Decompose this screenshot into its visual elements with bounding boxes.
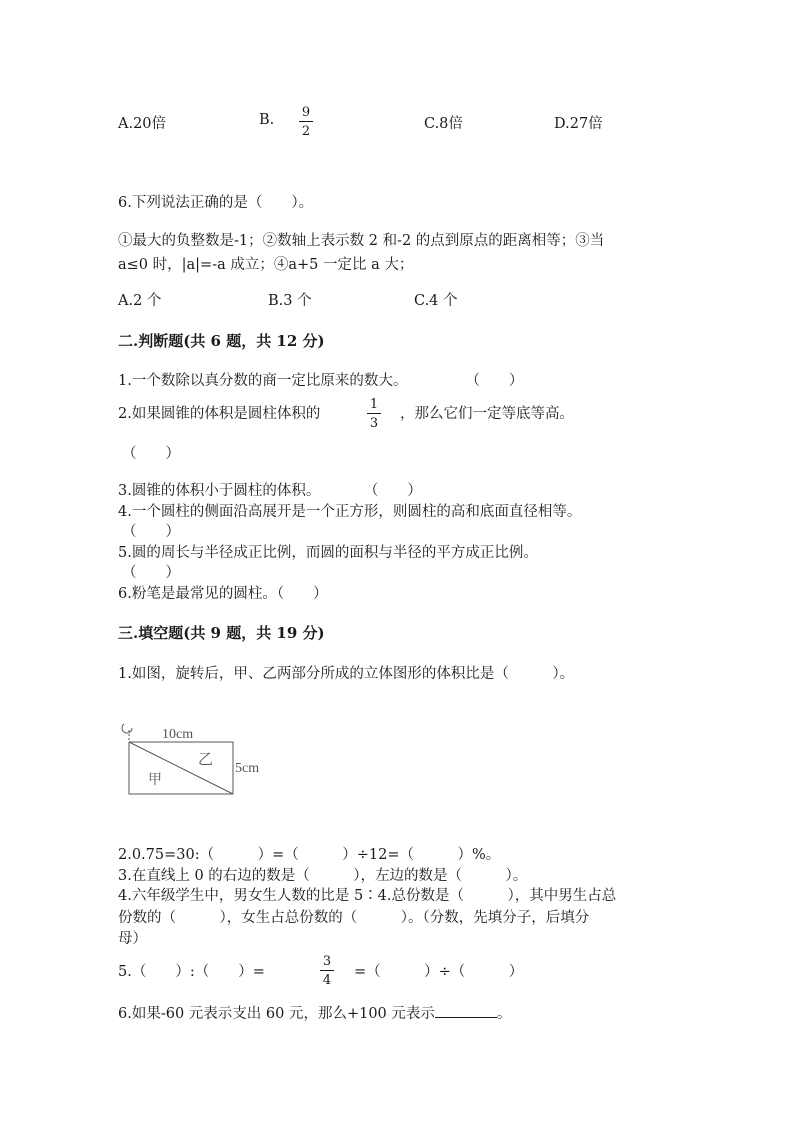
fraction-numerator: 3 xyxy=(322,954,332,969)
figure-region-b: 乙 xyxy=(198,750,214,768)
rotation-figure xyxy=(112,712,282,802)
question-6-option-b: B.3 个 xyxy=(268,293,312,309)
option-d: D.27倍 xyxy=(554,116,603,132)
option-b: B. xyxy=(259,112,275,128)
fill-question-4-line2: 份数的（ ），女生占总份数的（ ）。（分数，先填分子，后填分 xyxy=(118,910,590,926)
judge-question-6: 6.粉笔是最常见的圆柱。（ ） xyxy=(118,586,328,602)
judge-question-2-rest: ，那么它们一定等底等高。 xyxy=(400,406,574,422)
option-a: A.20倍 xyxy=(118,116,167,132)
question-6-line1: ①最大的负整数是-1；②数轴上表示数 2 和-2 的点到原点的距离相等；③当 xyxy=(118,233,605,249)
fill-question-2: 2.0.75=30:（ ）=（ ）÷12=（ ）%。 xyxy=(118,847,501,863)
fraction-denominator: 4 xyxy=(322,973,332,988)
judge-question-3: 3.圆锥的体积小于圆柱的体积。 （ ） xyxy=(118,483,422,499)
fraction-denominator: 3 xyxy=(369,416,379,431)
judge-question-2: 2.如果圆锥的体积是圆柱体积的 xyxy=(118,406,321,422)
judge-question-4-paren: （ ） xyxy=(122,524,180,540)
fill-question-5-fraction xyxy=(318,955,336,987)
fill-question-1: 1.如图，旋转后，甲、乙两部分所成的立体图形的体积比是（ ）。 xyxy=(118,666,575,682)
fill-question-5-rest: =（ ）÷（ ） xyxy=(354,964,524,980)
section-3-title: 三.填空题(共 9 题，共 19 分) xyxy=(118,624,325,642)
question-6-stem: 6.下列说法正确的是（ ）。 xyxy=(118,195,314,211)
judge-question-5: 5.圆的周长与半径成正比例，而圆的面积与半径的平方成正比例。 xyxy=(118,545,538,561)
option-c: C.8倍 xyxy=(424,116,463,132)
rotation-arrow-icon xyxy=(122,724,132,733)
judge-question-5-paren: （ ） xyxy=(122,565,180,581)
fraction-denominator: 2 xyxy=(301,124,311,139)
fill-question-6-end: 。 xyxy=(496,1006,512,1022)
answer-blank[interactable] xyxy=(435,1005,497,1018)
fill-question-3: 3.在直线上 0 的右边的数是（ ），左边的数是（ ）。 xyxy=(118,868,528,884)
question-6-option-a: A.2 个 xyxy=(118,293,162,309)
fill-question-5: 5.（ ）:（ ）= xyxy=(118,964,265,980)
fill-question-6-text: 6.如果-60 元表示支出 60 元，那么+100 元表示 xyxy=(118,1006,435,1022)
question-6-line2: a≤0 时，|a|=-a 成立；④a+5 一定比 a 大； xyxy=(118,257,414,273)
fill-question-6 xyxy=(118,1002,511,1023)
judge-question-4: 4.一个圆柱的侧面沿高展开是一个正方形，则圆柱的高和底面直径相等。 xyxy=(118,504,582,520)
judge-question-1: 1.一个数除以真分数的商一定比原来的数大。 （ ） xyxy=(118,373,524,389)
option-b-fraction xyxy=(297,106,315,138)
figure-region-a: 甲 xyxy=(148,772,162,788)
diagonal-line xyxy=(129,742,233,794)
judge-question-2-paren: （ ） xyxy=(122,446,180,462)
fraction-numerator: 1 xyxy=(369,397,379,412)
fill-question-4-line1: 4.六年级学生中，男女生人数的比是 5∶4.总份数是（ ），其中男生占总 xyxy=(118,888,617,904)
section-2-title: 二.判断题(共 6 题，共 12 分) xyxy=(118,332,325,350)
fraction-numerator: 9 xyxy=(301,105,311,120)
fill-question-4-line3: 母） xyxy=(118,931,147,947)
figure-top-label: 10cm xyxy=(162,727,194,742)
question-6-option-c: C.4 个 xyxy=(414,293,458,309)
judge-question-2-fraction xyxy=(365,398,383,430)
figure-side-label: 5cm xyxy=(235,761,260,776)
